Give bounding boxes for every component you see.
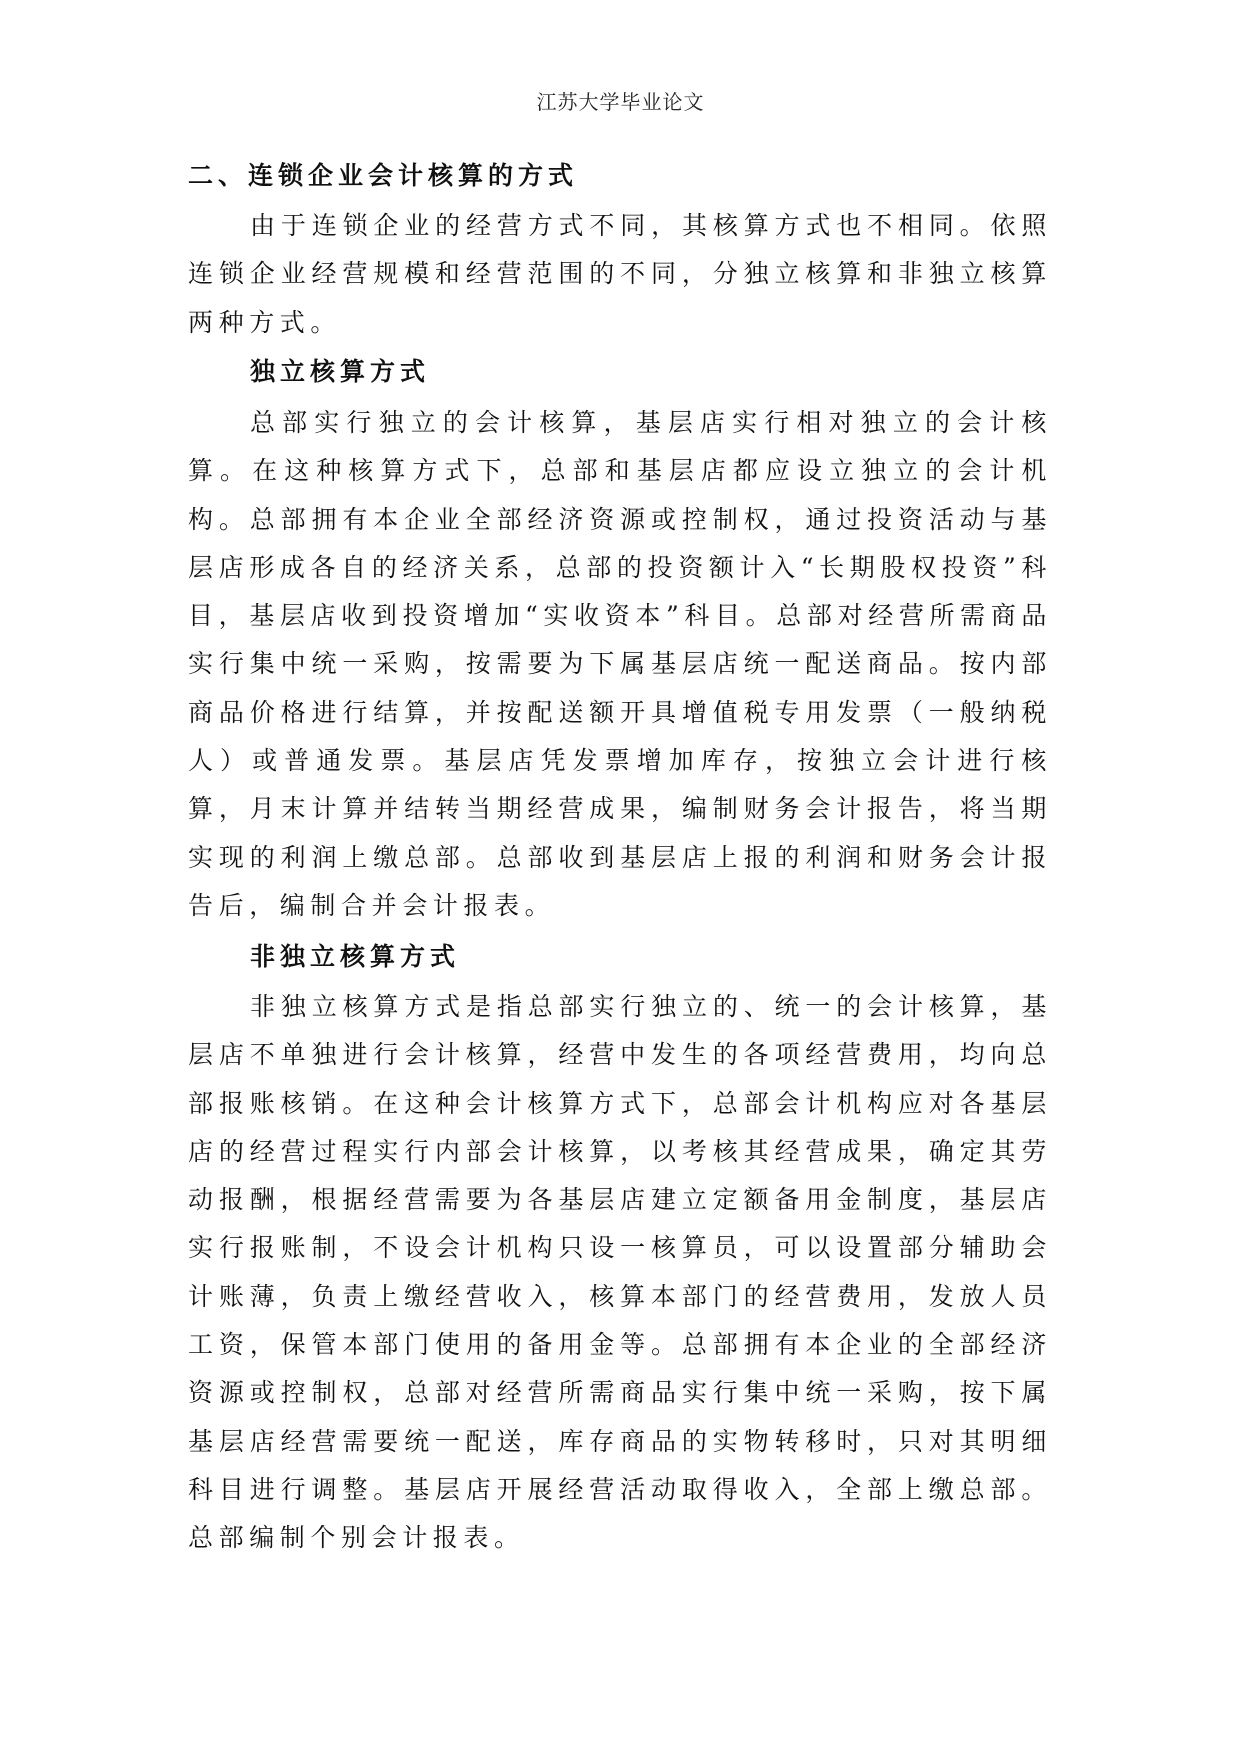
subsection-heading-independent: 独立核算方式 bbox=[250, 357, 431, 386]
section-heading: 二、连锁企业会计核算的方式 bbox=[188, 161, 579, 190]
subsection-heading-non-independent: 非独立核算方式 bbox=[250, 942, 461, 971]
intro-paragraph: 由于连锁企业的经营方式不同，其核算方式也不相同。依照连锁企业经营规模和经营范围的不同，分独立核算和非独立核算两种方式。 bbox=[188, 211, 1052, 337]
paragraph-independent-accounting: 总部实行独立的会计核算，基层店实行相对独立的会计核算。在这种核算方式下，总部和基层店都应设立独立的会计机构。总部拥有本企业全部经济资源或控制权，通过投资活动与基层店形成各自的经济关系，总部的投资额计入“长期股权投资”科目，基层店收到投资增加“实收资本”科目。总部对经营所需商品实行集中统一采购，按需要为下属基层店统一配送商品。按内部商品价格进行结算，并按配送额开具增值税专用发票（一般纳税人）或普通发票。基层店凭发票增加库存，按独立会计进行核算，月末计算并结转当期经营成果，编制财务会计报告，将当期实现的利润上缴总部。总部收到基层店上报的利润和财务会计报告后，编制合并会计报表。 bbox=[188, 408, 1052, 920]
paragraph-non-independent-accounting: 非独立核算方式是指总部实行独立的、统一的会计核算，基层店不单独进行会计核算，经营中发生的各项经营费用，均向总部报账核销。在这种会计核算方式下，总部会计机构应对各基层店的经营过程实行内部会计核算，以考核其经营成果，确定其劳动报酬，根据经营需要为各基层店建立定额备用金制度，基层店实行报账制，不设会计机构只设一核算员，可以设置部分辅助会计账薄，负责上缴经营收入，核算本部门的经营费用，发放人员工资，保管本部门使用的备用金等。总部拥有本企业的全部经济资源或控制权，总部对经营所需商品实行集中统一采购，按下属基层店经营需要统一配送，库存商品的实物转移时，只对其明细科目进行调整。基层店开展经营活动取得收入，全部上缴总部。总部编制个别会计报表。 bbox=[188, 992, 1052, 1553]
running-header: 江苏大学毕业论文 bbox=[536, 90, 705, 114]
header-divider bbox=[188, 124, 1052, 125]
